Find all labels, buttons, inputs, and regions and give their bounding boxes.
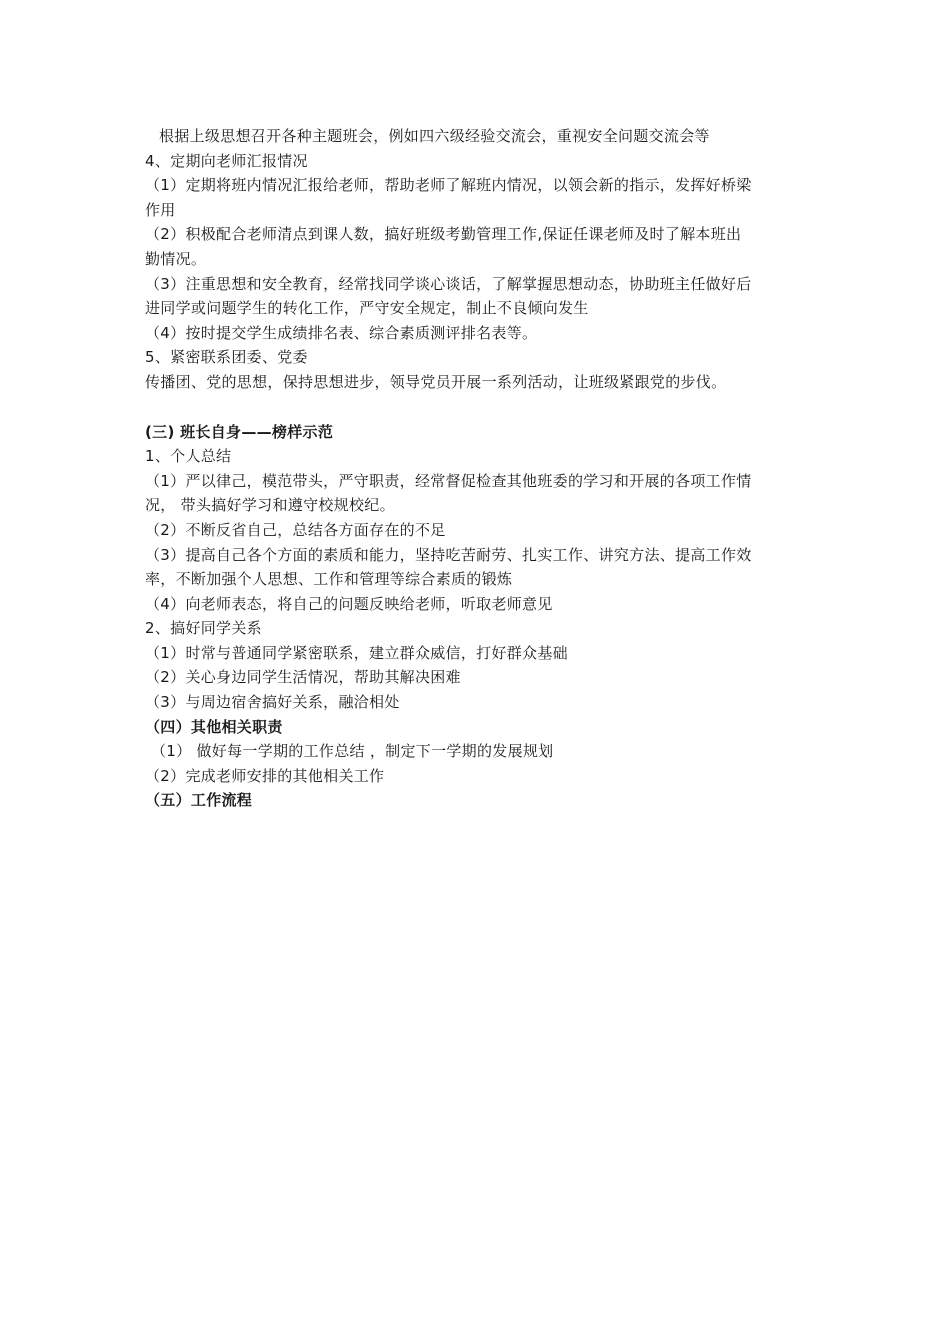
heading-contact-party: 5、紧密联系团委、党委 [145,348,308,367]
list-item-report-1: （1）定期将班内情况汇报给老师，帮助老师了解班内情况，以领会新的指示，发挥好桥梁 [145,176,752,195]
heading-personal-summary: 1、个人总结 [145,447,232,466]
heading-report-to-teacher: 4、定期向老师汇报情况 [145,151,308,170]
section-heading-other-duties: （四）其他相关职责 [145,717,283,736]
paragraph-spacer [145,395,815,420]
list-item-report-2-cont: 勤情况。 [145,249,207,268]
list-item-summary-4: （4）向老师表态，将自己的问题反映给老师，听取老师意见 [145,594,553,613]
list-item-report-4: （4）按时提交学生成绩排名表、综合素质测评排名表等。 [145,323,538,342]
list-item-report-2: （2）积极配合老师清点到课人数，搞好班级考勤管理工作,保证任课老师及时了解本班出 [145,225,742,244]
section-heading-monitor-self: (三) 班长自身——榜样示范 [145,422,334,441]
list-item-summary-2: （2）不断反省自己，总结各方面存在的不足 [145,520,446,539]
list-item-summary-3: （3）提高自己各个方面的素质和能力，坚持吃苦耐劳、扎实工作、讲究方法、提高工作效 [145,545,752,564]
list-item-relations-3: （3）与周边宿舍搞好关系，融洽相处 [145,693,400,712]
document-body [145,124,815,813]
heading-classmate-relations: 2、搞好同学关系 [145,619,262,638]
list-item-other-1: （1） 做好每一学期的工作总结 ，制定下一学期的发展规划 [151,742,554,761]
list-item-relations-1: （1）时常与普通同学紧密联系，建立群众威信，打好群众基础 [145,643,568,662]
list-item-report-1-cont: 作用 [145,200,176,219]
list-item-summary-1-cont: 况， 带头搞好学习和遵守校规校纪。 [145,496,395,515]
paragraph-party-thought: 传播团、党的思想，保持思想进步，领导党员开展一系列活动，让班级紧跟党的步伐。 [145,372,727,391]
paragraph-class-meetings: 根据上级思想召开各种主题班会，例如四六级经验交流会，重视安全问题交流会等 [159,127,710,145]
list-item-summary-1: （1）严以律己，模范带头，严守职责，经常督促检查其他班委的学习和开展的各项工作情 [145,471,752,490]
list-item-report-3-cont: 进同学或问题学生的转化工作，严守安全规定，制止不良倾向发生 [145,299,589,318]
list-item-summary-3-cont: 率，不断加强个人思想、工作和管理等综合素质的锻炼 [145,570,513,589]
section-heading-workflow: （五）工作流程 [145,791,253,810]
list-item-relations-2: （2）关心身边同学生活情况，帮助其解决困难 [145,668,461,687]
list-item-report-3: （3）注重思想和安全教育，经常找同学谈心谈话，了解掌握思想动态，协助班主任做好后 [145,274,752,293]
list-item-other-2: （2）完成老师安排的其他相关工作 [145,766,385,785]
